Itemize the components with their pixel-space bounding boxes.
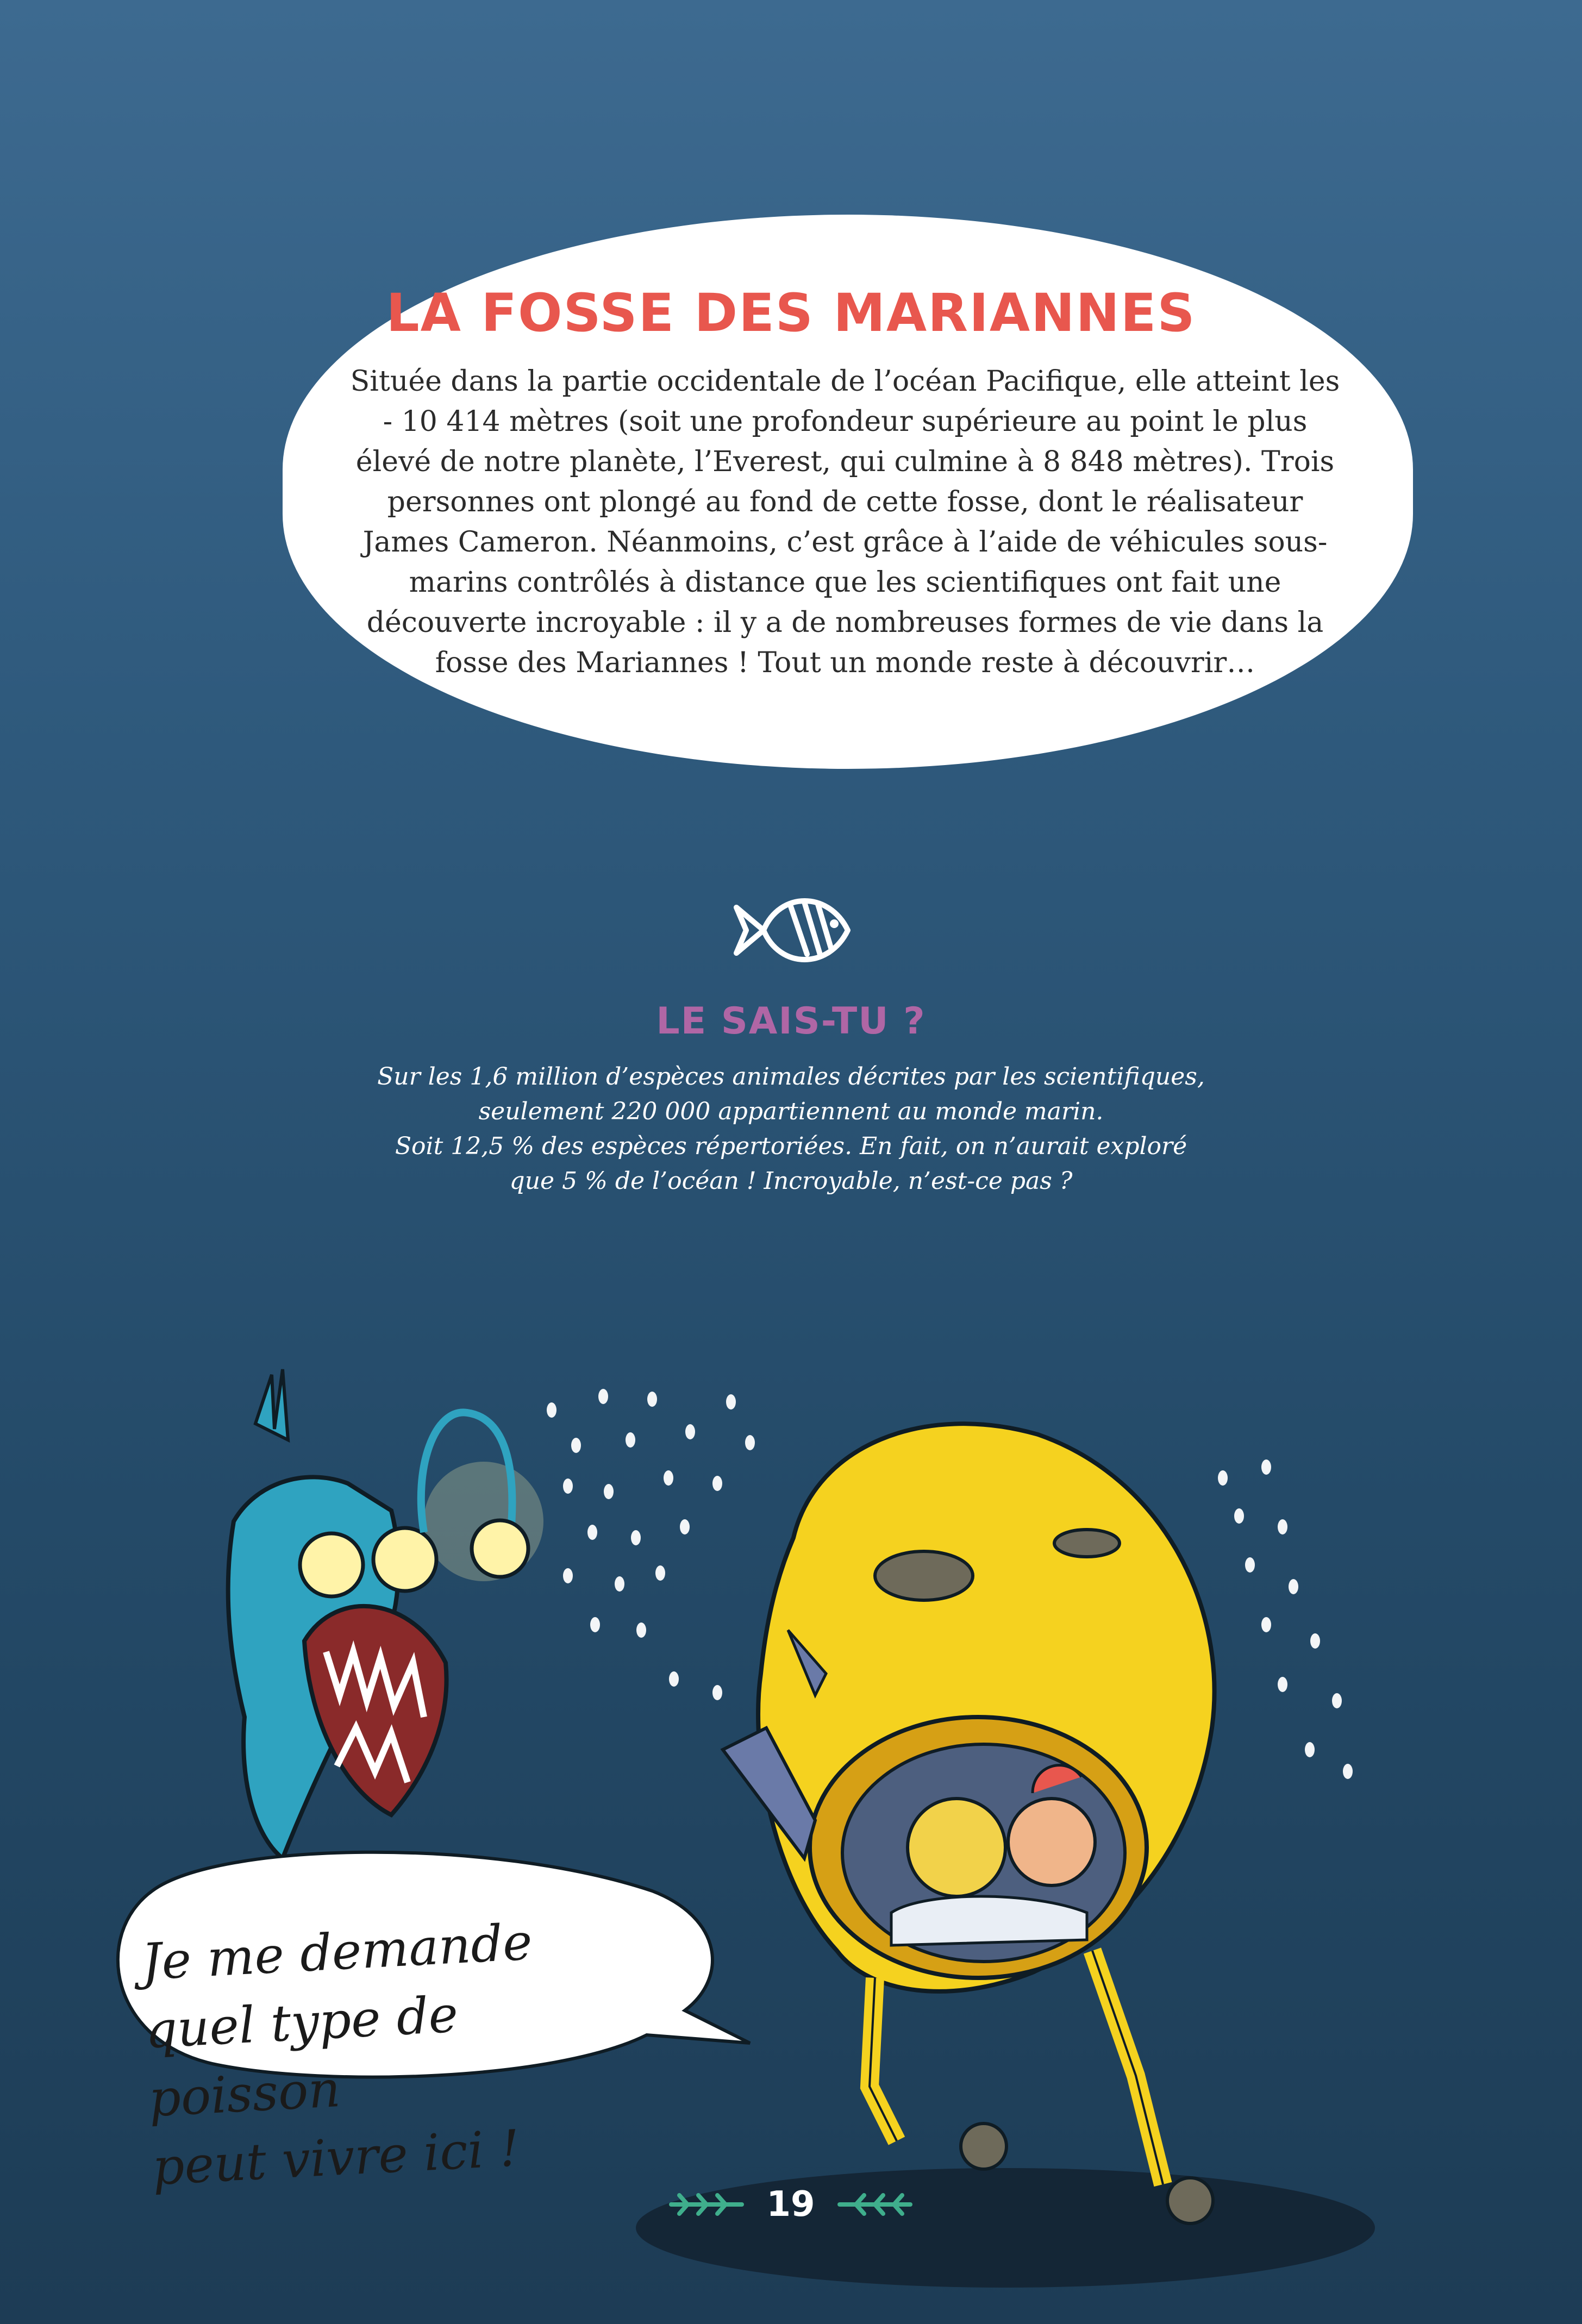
page-title: LA FOSSE DES MARIANNES	[386, 283, 1196, 343]
yellow-submarine	[723, 1424, 1215, 2223]
fish-icon	[726, 880, 856, 981]
speech-line: peut vivre ici !	[151, 2119, 521, 2197]
sea-floor	[636, 2168, 1375, 2288]
speech-line: quel type de poisson	[143, 1985, 460, 2128]
info-paragraph: Située dans la partie occidentale de l’océan Pacifique, elle atteint les - 10 414 mètres (soit une profondeur supérieure au point le plus élevé de notre planète, l’Everest, qui culmine à 8 848 mètres). Trois personnes ont plongé au fond de cette fosse, dont le réalisateur James Cameron. Néanmoins, c’est grâce à l’aide de véhicules sous-marins contrôlés à distance que les scientifiques ont fait une découverte incroyable : il y a de nombreuses formes de vie dans la fosse des Mariannes ! Tout un monde reste à découvrir…	[350, 365, 1340, 679]
did-you-know-line: Sur les 1,6 million d’espèces animales décrites par les scientifiques,	[377, 1063, 1205, 1091]
anglerfish	[228, 1369, 543, 1858]
did-you-know-title: LE SAIS-TU ?	[656, 1000, 926, 1043]
did-you-know-line: Soit 12,5 % des espèces répertoriées. En fait, on n’aurait exploré	[395, 1132, 1187, 1160]
speech-line: Je me demande	[140, 1913, 534, 1991]
left-leaf-ornament	[666, 2191, 747, 2218]
did-you-know-text	[326, 1060, 1256, 1199]
did-you-know-line: que 5 % de l’océan ! Incroyable, n’est-ce pas ?	[509, 1167, 1073, 1195]
speech-text	[140, 1903, 642, 2202]
right-leaf-ornament	[834, 2191, 916, 2218]
page-number: 19	[766, 2184, 815, 2225]
did-you-know-line: seulement 220 000 appartiennent au monde marin.	[478, 1098, 1104, 1125]
